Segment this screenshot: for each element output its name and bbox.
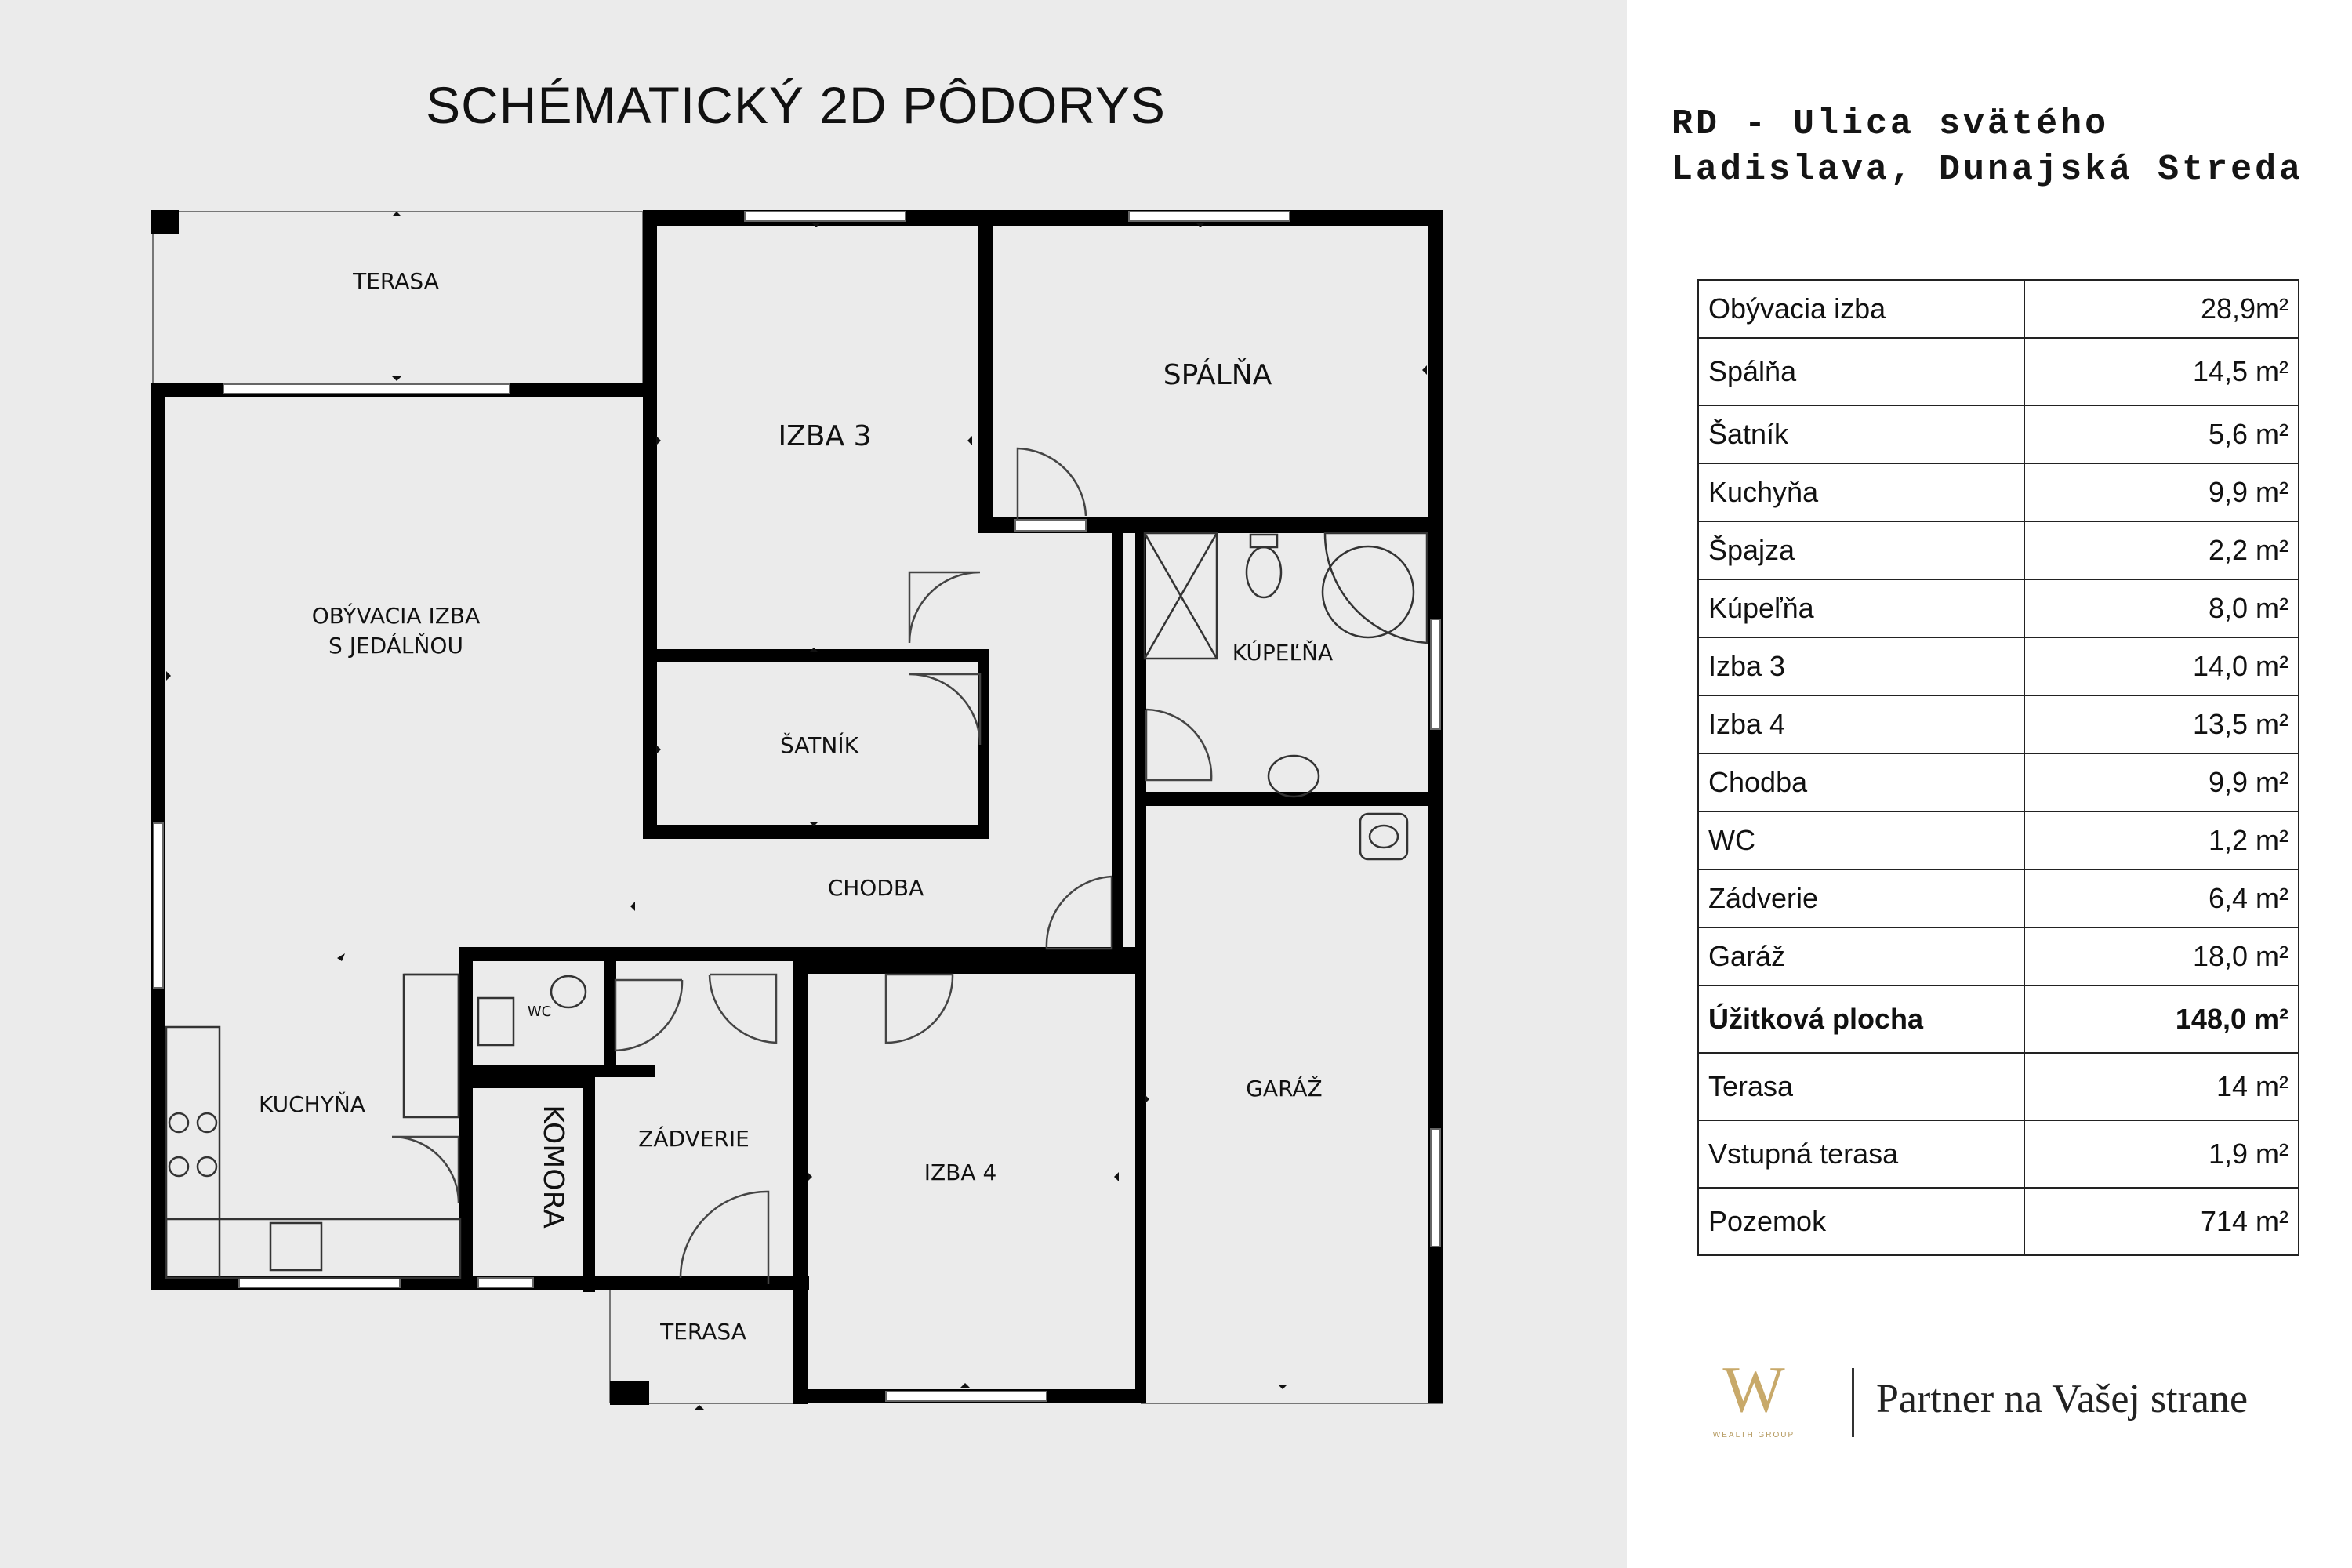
table-row [1698, 869, 2299, 927]
area-value: 1,9 m² [2024, 1120, 2299, 1188]
logo-letter: W [1722, 1353, 1785, 1426]
area-value: 6,4 m² [2024, 869, 2299, 927]
table-row [1698, 753, 2299, 811]
area-label: Izba 4 [1698, 695, 2024, 753]
area-label: Zádverie [1698, 869, 2024, 927]
area-label: Pozemok [1698, 1188, 2024, 1255]
area-label: Vstupná terasa [1698, 1120, 2024, 1188]
area-value: 5,6 m² [2024, 405, 2299, 463]
area-value: 1,2 m² [2024, 811, 2299, 869]
area-value: 28,9m² [2024, 280, 2299, 338]
area-label: Garáž [1698, 927, 2024, 985]
area-value: 148,0 m² [2024, 985, 2299, 1053]
info-panel [1627, 0, 2352, 1568]
property-title-line2: Ladislava, Dunajská Streda [1671, 150, 2304, 190]
area-value: 14 m² [2024, 1053, 2299, 1120]
wealth-group-logo [1675, 1352, 1879, 1446]
table-row [1698, 637, 2299, 695]
table-row [1698, 338, 2299, 405]
area-table [1697, 279, 2299, 1256]
room-label-satnik: ŠATNÍK [780, 732, 858, 758]
table-row [1698, 463, 2299, 521]
table-row [1698, 521, 2299, 579]
area-label: Šatník [1698, 405, 2024, 463]
area-value: 18,0 m² [2024, 927, 2299, 985]
room-label-komora: KOMORA [537, 1105, 569, 1229]
area-label: Terasa [1698, 1053, 2024, 1120]
room-label-kupelna: KÚPEĽŇA [1232, 640, 1334, 666]
room-label-izba3: IZBA 3 [778, 420, 872, 452]
table-row [1698, 927, 2299, 985]
room-label-obyvacia-line1: OBÝVACIA IZBA [311, 603, 481, 629]
area-label: Úžitková plocha [1698, 985, 2024, 1053]
room-label-spalna: SPÁLŇA [1163, 359, 1272, 391]
area-value: 8,0 m² [2024, 579, 2299, 637]
area-value: 2,2 m² [2024, 521, 2299, 579]
table-row [1698, 405, 2299, 463]
area-value: 13,5 m² [2024, 695, 2299, 753]
table-row [1698, 280, 2299, 338]
table-row-total [1698, 985, 2299, 1053]
logo-divider [1852, 1368, 1854, 1437]
area-label: Obývacia izba [1698, 280, 2024, 338]
room-label-obyvacia-line2: S JEDÁLŇOU [328, 633, 463, 659]
table-row [1698, 1053, 2299, 1120]
logo-subtitle: WEALTH GROUP [1712, 1431, 1795, 1439]
area-value: 9,9 m² [2024, 463, 2299, 521]
area-label: WC [1698, 811, 2024, 869]
tagline: Partner na Vašej strane [1876, 1377, 2249, 1421]
table-row [1698, 1188, 2299, 1255]
area-value: 14,5 m² [2024, 338, 2299, 405]
area-value: 714 m² [2024, 1188, 2299, 1255]
area-label: Chodba [1698, 753, 2024, 811]
area-label: Kúpeľňa [1698, 579, 2024, 637]
property-title-line1: RD - Ulica svätého [1671, 104, 2110, 144]
room-label-terasa-bottom: TERASA [660, 1319, 746, 1345]
property-title [1671, 102, 2330, 193]
table-row [1698, 811, 2299, 869]
room-label-zadverie: ZÁDVERIE [638, 1126, 750, 1152]
area-label: Izba 3 [1698, 637, 2024, 695]
room-label-garaz: GARÁŽ [1246, 1076, 1323, 1102]
area-value: 9,9 m² [2024, 753, 2299, 811]
room-label-izba4: IZBA 4 [924, 1160, 997, 1185]
room-label-terasa-top: TERASA [353, 268, 439, 294]
area-label: Kuchyňa [1698, 463, 2024, 521]
area-value: 14,0 m² [2024, 637, 2299, 695]
room-label-wc: WC [527, 1004, 552, 1020]
plan-title: SCHÉMATICKÝ 2D PÔDORYS [426, 76, 1166, 134]
table-row [1698, 579, 2299, 637]
table-row [1698, 1120, 2299, 1188]
table-row [1698, 695, 2299, 753]
area-label: Spálňa [1698, 338, 2024, 405]
area-label: Špajza [1698, 521, 2024, 579]
room-label-chodba: CHODBA [827, 875, 924, 901]
room-label-kuchyna: KUCHYŇA [259, 1091, 365, 1117]
